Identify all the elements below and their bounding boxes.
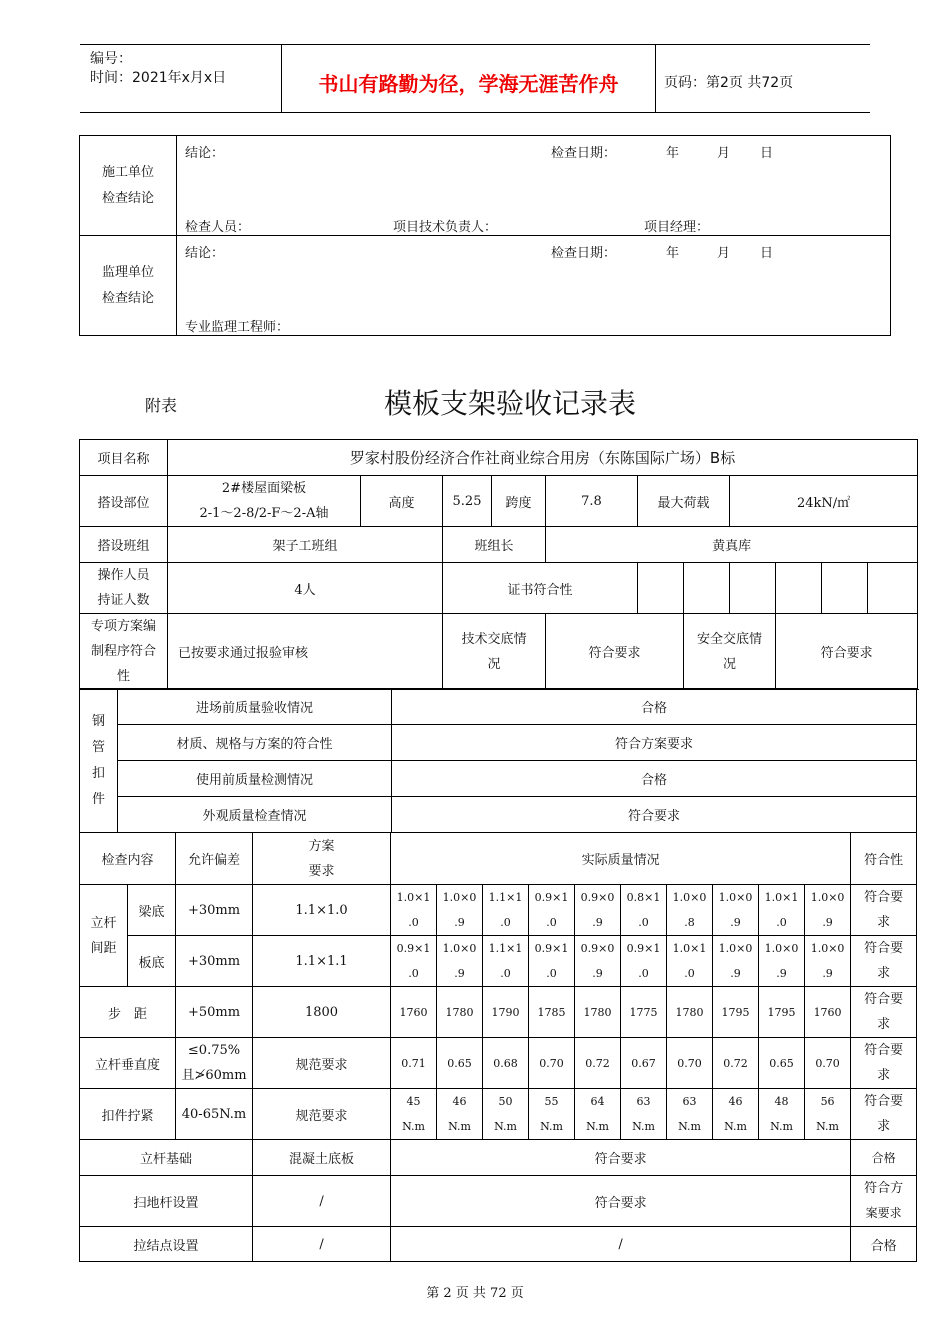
header-time-label: 时间：2021年x月x日 bbox=[90, 70, 227, 86]
check-header-plan-cell bbox=[253, 833, 391, 885]
verticality-value: 0.71 bbox=[391, 1038, 437, 1089]
verticality-value: 0.72 bbox=[713, 1038, 759, 1089]
construction-date-label: 检查日期： bbox=[551, 146, 617, 161]
beam-bottom-conform-line1: 符合要 bbox=[864, 890, 904, 905]
beam-bottom-value-a: 1.0×1 bbox=[396, 891, 431, 904]
check-header-content: 检查内容 bbox=[80, 833, 176, 885]
beam-bottom-value-b: .0 bbox=[500, 916, 511, 929]
plan-row bbox=[80, 614, 918, 690]
steel-row-label: 进场前质量验收情况 bbox=[118, 689, 392, 725]
operators-row bbox=[80, 563, 918, 614]
slab-bottom-row bbox=[80, 936, 917, 987]
beam-bottom-conform-line2: 求 bbox=[877, 915, 891, 930]
slab-bottom-value bbox=[713, 936, 759, 987]
steel-row-value: 符合方案要求 bbox=[392, 725, 917, 761]
steel-row-label: 使用前质量检测情况 bbox=[118, 761, 392, 797]
slab-bottom-conform-line2: 求 bbox=[877, 966, 891, 981]
verticality-plan: 规范要求 bbox=[253, 1038, 391, 1089]
steel-row-value: 合格 bbox=[392, 761, 917, 797]
step-value: 1795 bbox=[713, 987, 759, 1038]
slab-bottom-value-a: 1.0×1 bbox=[672, 942, 707, 955]
verticality-value: 0.72 bbox=[575, 1038, 621, 1089]
slab-bottom-value-a: 1.0×0 bbox=[718, 942, 753, 955]
slab-bottom-value-b: .9 bbox=[592, 967, 603, 980]
torque-value bbox=[805, 1089, 851, 1140]
plan-label-line3: 性 bbox=[116, 669, 130, 684]
header-divider-right bbox=[655, 44, 656, 112]
supervision-conclusion-row bbox=[80, 236, 891, 336]
construction-tech-lead-label: 项目技术负责人： bbox=[393, 220, 498, 235]
beam-bottom-value-a: 1.0×1 bbox=[764, 891, 799, 904]
verticality-value: 0.70 bbox=[667, 1038, 713, 1089]
construction-content-cell bbox=[177, 136, 891, 236]
slab-bottom-value-a: 1.1×1 bbox=[488, 942, 523, 955]
torque-value bbox=[621, 1089, 667, 1140]
slab-bottom-value bbox=[667, 936, 713, 987]
sweep-bar-conform-line2: 案要求 bbox=[865, 1206, 902, 1220]
steel-row-label: 材质、规格与方案的符合性 bbox=[118, 725, 392, 761]
construction-manager-label: 项目经理： bbox=[644, 220, 710, 235]
verticality-conform-cell bbox=[851, 1038, 917, 1089]
beam-bottom-value-a: 1.0×0 bbox=[810, 891, 845, 904]
beam-bottom-value-a: 0.9×1 bbox=[534, 891, 569, 904]
foundation-actual: 符合要求 bbox=[391, 1140, 851, 1176]
operators-label-cell bbox=[80, 563, 168, 614]
header-page-code: 页码：第2页 共72页 bbox=[664, 75, 794, 91]
torque-value bbox=[575, 1089, 621, 1140]
cert-cell bbox=[776, 563, 822, 614]
team-value: 架子工班组 bbox=[168, 527, 443, 563]
location-label: 搭设部位 bbox=[80, 476, 168, 527]
spacing-label-cell bbox=[80, 885, 128, 987]
beam-bottom-value-b: .9 bbox=[592, 916, 603, 929]
beam-bottom-label: 梁底 bbox=[128, 885, 176, 936]
steel-row bbox=[80, 761, 917, 797]
torque-number: 50 bbox=[498, 1095, 513, 1108]
torque-unit: N.m bbox=[724, 1120, 747, 1133]
torque-unit: N.m bbox=[632, 1120, 655, 1133]
spacing-label-line2: 间距 bbox=[90, 940, 117, 956]
supervision-content-cell bbox=[177, 236, 891, 336]
operators-label-line2: 持证人数 bbox=[97, 593, 150, 608]
sweep-bar-plan: / bbox=[253, 1176, 391, 1227]
cert-cell bbox=[868, 563, 918, 614]
steel-row-value: 合格 bbox=[392, 689, 917, 725]
team-row bbox=[80, 527, 918, 563]
slab-bottom-value bbox=[575, 936, 621, 987]
slab-bottom-plan: 1.1×1.1 bbox=[253, 936, 391, 987]
slab-bottom-value bbox=[805, 936, 851, 987]
slab-bottom-value bbox=[759, 936, 805, 987]
torque-unit: N.m bbox=[402, 1120, 425, 1133]
torque-number: 55 bbox=[544, 1095, 559, 1108]
torque-unit: N.m bbox=[494, 1120, 517, 1133]
step-value: 1795 bbox=[759, 987, 805, 1038]
step-value: 1780 bbox=[437, 987, 483, 1038]
step-value: 1760 bbox=[391, 987, 437, 1038]
slab-bottom-conform-cell bbox=[851, 936, 917, 987]
supervision-month: 月 bbox=[717, 246, 731, 261]
supervision-year: 年 bbox=[666, 246, 680, 261]
plan-value: 已按要求通过报验审核 bbox=[168, 614, 443, 690]
steel-row bbox=[80, 797, 917, 833]
sweep-bar-conform-cell bbox=[851, 1176, 917, 1227]
beam-bottom-value-a: 0.9×0 bbox=[580, 891, 615, 904]
steel-row-value: 符合要求 bbox=[392, 797, 917, 833]
slab-bottom-value-b: .0 bbox=[638, 967, 649, 980]
slab-bottom-value-b: .9 bbox=[822, 967, 833, 980]
beam-bottom-row bbox=[80, 885, 917, 936]
inspection-conclusion-table bbox=[79, 135, 891, 336]
slab-bottom-value bbox=[391, 936, 437, 987]
torque-value bbox=[667, 1089, 713, 1140]
beam-bottom-value bbox=[391, 885, 437, 936]
step-value: 1780 bbox=[575, 987, 621, 1038]
step-plan: 1800 bbox=[253, 987, 391, 1038]
tie-point-row bbox=[80, 1227, 917, 1262]
torque-number: 63 bbox=[636, 1095, 651, 1108]
step-value: 1785 bbox=[529, 987, 575, 1038]
beam-bottom-value-b: .9 bbox=[454, 916, 465, 929]
beam-bottom-plan: 1.1×1.0 bbox=[253, 885, 391, 936]
check-header-plan-line1: 方案 bbox=[308, 838, 335, 854]
construction-year: 年 bbox=[666, 146, 680, 161]
step-conform-line1: 符合要 bbox=[864, 992, 904, 1007]
slab-bottom-value bbox=[529, 936, 575, 987]
leader-label: 班组长 bbox=[443, 527, 546, 563]
foundation-conform: 合格 bbox=[851, 1140, 917, 1176]
supervision-title-line1: 监理单位 bbox=[101, 264, 154, 280]
check-header-actual: 实际质量情况 bbox=[391, 833, 851, 885]
check-header-conform: 符合性 bbox=[851, 833, 917, 885]
beam-bottom-value-a: 0.8×1 bbox=[626, 891, 661, 904]
project-info-table bbox=[79, 439, 918, 690]
verticality-value: 0.70 bbox=[805, 1038, 851, 1089]
spacing-label-line1: 立杆 bbox=[90, 915, 117, 931]
verticality-conform-line2: 求 bbox=[877, 1068, 891, 1083]
torque-conform-line2: 求 bbox=[877, 1119, 891, 1134]
operators-value: 4人 bbox=[168, 563, 443, 614]
steel-group-char: 扣 bbox=[91, 765, 105, 781]
verticality-value: 0.65 bbox=[759, 1038, 805, 1089]
tie-point-actual: / bbox=[391, 1227, 851, 1262]
torque-plan: 规范要求 bbox=[253, 1089, 391, 1140]
verticality-conform-line1: 符合要 bbox=[864, 1043, 904, 1058]
beam-bottom-value-a: 1.0×0 bbox=[442, 891, 477, 904]
slab-bottom-value-a: 1.0×0 bbox=[810, 942, 845, 955]
tie-point-plan: / bbox=[253, 1227, 391, 1262]
torque-row bbox=[80, 1089, 917, 1140]
torque-value bbox=[391, 1089, 437, 1140]
tech-brief-label-line1: 技术交底情 bbox=[461, 631, 527, 647]
header-bottom-rule bbox=[80, 112, 870, 113]
leader-value: 黄真库 bbox=[546, 527, 918, 563]
verticality-value: 0.70 bbox=[529, 1038, 575, 1089]
torque-number: 46 bbox=[728, 1095, 743, 1108]
torque-value bbox=[713, 1089, 759, 1140]
span-value: 7.8 bbox=[546, 476, 638, 527]
safety-brief-label-line2: 况 bbox=[722, 656, 736, 672]
check-items-table bbox=[79, 832, 917, 1262]
cert-cell bbox=[638, 563, 684, 614]
tie-point-conform: 合格 bbox=[851, 1227, 917, 1262]
torque-conform-line1: 符合要 bbox=[864, 1094, 904, 1109]
header-number-label: 编号： bbox=[90, 51, 132, 67]
torque-number: 63 bbox=[682, 1095, 697, 1108]
slab-bottom-tolerance: +30mm bbox=[176, 936, 253, 987]
torque-value bbox=[483, 1089, 529, 1140]
safety-brief-value: 符合要求 bbox=[776, 614, 918, 690]
beam-bottom-value bbox=[667, 885, 713, 936]
beam-bottom-value-a: 1.1×1 bbox=[488, 891, 523, 904]
steel-group-char: 管 bbox=[91, 739, 105, 755]
cert-cell bbox=[684, 563, 730, 614]
beam-bottom-tolerance: +30mm bbox=[176, 885, 253, 936]
span-label: 跨度 bbox=[492, 476, 546, 527]
beam-bottom-value bbox=[759, 885, 805, 936]
beam-bottom-value-b: .0 bbox=[546, 916, 557, 929]
slab-bottom-value bbox=[437, 936, 483, 987]
beam-bottom-value-b: .9 bbox=[822, 916, 833, 929]
verticality-value: 0.68 bbox=[483, 1038, 529, 1089]
beam-bottom-conform-cell bbox=[851, 885, 917, 936]
steel-row bbox=[80, 689, 917, 725]
safety-brief-label-cell bbox=[684, 614, 776, 690]
torque-value bbox=[437, 1089, 483, 1140]
max-load-label: 最大荷载 bbox=[638, 476, 730, 527]
plan-label-line1: 专项方案编 bbox=[90, 619, 156, 634]
slab-bottom-value-b: .0 bbox=[546, 967, 557, 980]
construction-month: 月 bbox=[717, 146, 731, 161]
torque-unit: N.m bbox=[540, 1120, 563, 1133]
step-value: 1775 bbox=[621, 987, 667, 1038]
beam-bottom-value-b: .0 bbox=[776, 916, 787, 929]
supervision-title-line2: 检查结论 bbox=[101, 290, 154, 306]
tech-brief-label-line2: 况 bbox=[487, 656, 501, 672]
step-value: 1790 bbox=[483, 987, 529, 1038]
foundation-plan: 混凝土底板 bbox=[253, 1140, 391, 1176]
construction-inspector-label: 检查人员： bbox=[185, 220, 251, 235]
construction-conclusion-row bbox=[80, 136, 891, 236]
safety-brief-label-line1: 安全交底情 bbox=[696, 631, 762, 647]
project-name-value: 罗家村股份经济合作社商业综合用房（东陈国际广场）B标 bbox=[168, 440, 918, 476]
torque-unit: N.m bbox=[448, 1120, 471, 1133]
beam-bottom-value bbox=[621, 885, 667, 936]
supervision-day: 日 bbox=[760, 246, 774, 261]
beam-bottom-value-b: .0 bbox=[638, 916, 649, 929]
slab-bottom-value-b: .9 bbox=[454, 967, 465, 980]
torque-value bbox=[759, 1089, 805, 1140]
sweep-bar-row bbox=[80, 1176, 917, 1227]
slab-bottom-value-b: .0 bbox=[408, 967, 419, 980]
foundation-row bbox=[80, 1140, 917, 1176]
footer-page-number: 第 2 页 共 72 页 bbox=[426, 1286, 524, 1301]
beam-bottom-value bbox=[575, 885, 621, 936]
project-name-label: 项目名称 bbox=[80, 440, 168, 476]
slab-bottom-value-a: 0.9×1 bbox=[534, 942, 569, 955]
tech-brief-label-cell bbox=[443, 614, 546, 690]
beam-bottom-value-b: .9 bbox=[730, 916, 741, 929]
construction-conclusion-label: 结论： bbox=[185, 146, 225, 161]
verticality-tolerance-line2: 且≯60mm bbox=[181, 1068, 247, 1083]
beam-bottom-value-a: 1.0×0 bbox=[672, 891, 707, 904]
tech-brief-value: 符合要求 bbox=[546, 614, 684, 690]
step-label: 步 距 bbox=[80, 987, 176, 1038]
torque-unit: N.m bbox=[586, 1120, 609, 1133]
verticality-row bbox=[80, 1038, 917, 1089]
steel-row bbox=[80, 725, 917, 761]
construction-day: 日 bbox=[760, 146, 774, 161]
beam-bottom-value-a: 1.0×0 bbox=[718, 891, 753, 904]
beam-bottom-value-b: .0 bbox=[408, 916, 419, 929]
beam-bottom-value bbox=[437, 885, 483, 936]
plan-label-line2: 制程序符合 bbox=[90, 644, 156, 659]
beam-bottom-value bbox=[805, 885, 851, 936]
supervision-title-cell bbox=[80, 236, 177, 336]
sweep-bar-conform-line1: 符合方 bbox=[864, 1181, 904, 1196]
supervision-conclusion-label: 结论： bbox=[185, 246, 225, 261]
steel-row-label: 外观质量检查情况 bbox=[118, 797, 392, 833]
steel-group-char: 件 bbox=[91, 791, 105, 807]
max-load-value: 24kN/㎡ bbox=[730, 476, 918, 527]
foundation-label: 立杆基础 bbox=[80, 1140, 253, 1176]
appendix-label: 附表 bbox=[145, 396, 178, 415]
check-header-tolerance: 允许偏差 bbox=[176, 833, 253, 885]
slab-bottom-value-b: .9 bbox=[730, 967, 741, 980]
check-header-row bbox=[80, 833, 917, 885]
operators-label-line1: 操作人员 bbox=[97, 568, 150, 583]
step-value: 1780 bbox=[667, 987, 713, 1038]
step-conform-cell bbox=[851, 987, 917, 1038]
height-value: 5.25 bbox=[443, 476, 492, 527]
cert-label: 证书符合性 bbox=[443, 563, 638, 614]
slab-bottom-value-a: 0.9×1 bbox=[396, 942, 431, 955]
slab-bottom-value-a: 0.9×1 bbox=[626, 942, 661, 955]
tie-point-label: 拉结点设置 bbox=[80, 1227, 253, 1262]
step-tolerance: +50mm bbox=[176, 987, 253, 1038]
plan-label-cell bbox=[80, 614, 168, 690]
torque-number: 56 bbox=[820, 1095, 835, 1108]
torque-tolerance: 40-65N.m bbox=[176, 1089, 253, 1140]
torque-conform-cell bbox=[851, 1089, 917, 1140]
step-conform-line2: 求 bbox=[877, 1017, 891, 1032]
supervision-date-label: 检查日期： bbox=[551, 246, 617, 261]
slab-bottom-value-b: .0 bbox=[684, 967, 695, 980]
torque-unit: N.m bbox=[678, 1120, 701, 1133]
steel-group-label bbox=[80, 689, 118, 833]
torque-number: 64 bbox=[590, 1095, 605, 1108]
header-top-rule bbox=[80, 44, 870, 45]
slab-bottom-conform-line1: 符合要 bbox=[864, 941, 904, 956]
project-name-row bbox=[80, 440, 918, 476]
sweep-bar-label: 扫地杆设置 bbox=[80, 1176, 253, 1227]
beam-bottom-value-b: .8 bbox=[684, 916, 695, 929]
steel-group-char: 钢 bbox=[91, 713, 105, 729]
location-line2: 2-1～2-8/2-F～2-A轴 bbox=[199, 506, 329, 521]
verticality-value: 0.65 bbox=[437, 1038, 483, 1089]
supervision-engineer-label: 专业监理工程师： bbox=[185, 320, 290, 335]
slab-bottom-value-b: .9 bbox=[776, 967, 787, 980]
construction-title-line2: 检查结论 bbox=[101, 190, 154, 206]
slab-bottom-value bbox=[621, 936, 667, 987]
verticality-tolerance-line1: ≤0.75% bbox=[187, 1043, 241, 1058]
location-value-cell bbox=[168, 476, 361, 527]
construction-title-cell bbox=[80, 136, 177, 236]
steel-pipe-table bbox=[79, 688, 917, 833]
torque-number: 46 bbox=[452, 1095, 467, 1108]
verticality-tolerance-cell bbox=[176, 1038, 253, 1089]
slab-bottom-label: 板底 bbox=[128, 936, 176, 987]
verticality-value: 0.67 bbox=[621, 1038, 667, 1089]
sweep-bar-actual: 符合要求 bbox=[391, 1176, 851, 1227]
step-value: 1760 bbox=[805, 987, 851, 1038]
check-header-plan-line2: 要求 bbox=[308, 863, 335, 879]
torque-label: 扣件拧紧 bbox=[80, 1089, 176, 1140]
slab-bottom-value-b: .0 bbox=[500, 967, 511, 980]
torque-number: 45 bbox=[406, 1095, 421, 1108]
torque-number: 48 bbox=[774, 1095, 789, 1108]
torque-unit: N.m bbox=[770, 1120, 793, 1133]
verticality-label: 立杆垂直度 bbox=[80, 1038, 176, 1089]
form-title: 模板支架验收记录表 bbox=[384, 387, 637, 420]
height-label: 高度 bbox=[361, 476, 443, 527]
team-label: 搭设班组 bbox=[80, 527, 168, 563]
slab-bottom-value bbox=[483, 936, 529, 987]
cert-cell bbox=[822, 563, 868, 614]
beam-bottom-value bbox=[713, 885, 759, 936]
cert-cell bbox=[730, 563, 776, 614]
slab-bottom-value-a: 1.0×0 bbox=[764, 942, 799, 955]
slab-bottom-value-a: 1.0×0 bbox=[442, 942, 477, 955]
torque-value bbox=[529, 1089, 575, 1140]
location-row bbox=[80, 476, 918, 527]
beam-bottom-value bbox=[483, 885, 529, 936]
step-row bbox=[80, 987, 917, 1038]
location-line1: 2#楼屋面梁板 bbox=[221, 481, 307, 496]
torque-unit: N.m bbox=[816, 1120, 839, 1133]
slab-bottom-value-a: 0.9×0 bbox=[580, 942, 615, 955]
header-motto: 书山有路勤为径，学海无涯苦作舟 bbox=[318, 72, 619, 96]
beam-bottom-value bbox=[529, 885, 575, 936]
construction-title-line1: 施工单位 bbox=[101, 164, 154, 180]
